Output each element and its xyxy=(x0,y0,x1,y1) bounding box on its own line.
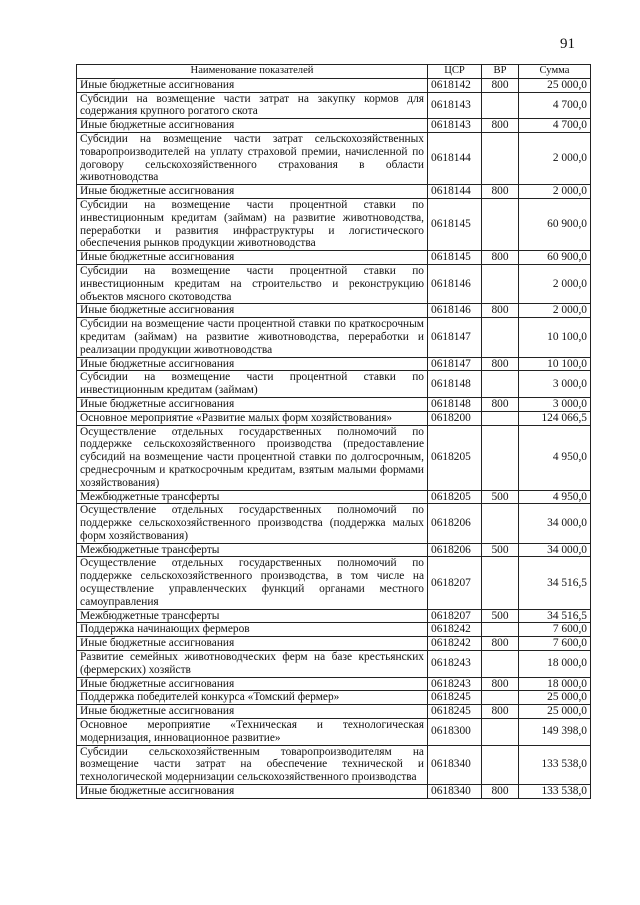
cell-sum: 2 000,0 xyxy=(519,264,591,303)
cell-name: Иные бюджетные ассигнования xyxy=(77,119,428,133)
cell-name: Иные бюджетные ассигнования xyxy=(77,251,428,265)
table-row xyxy=(77,745,591,784)
budget-table xyxy=(76,64,591,799)
table-row xyxy=(77,719,591,746)
table-row xyxy=(77,304,591,318)
cell-name: Иные бюджетные ассигнования xyxy=(77,304,428,318)
cell-sum: 3 000,0 xyxy=(519,371,591,398)
cell-csr: 0618205 xyxy=(428,425,482,490)
cell-name: Субсидии на возмещение части процентной ставки по инвестиционным кредитам (займам) xyxy=(77,371,428,398)
cell-sum: 3 000,0 xyxy=(519,397,591,411)
table-row xyxy=(77,185,591,199)
header-csr: ЦСР xyxy=(428,65,482,79)
cell-vr: 800 xyxy=(482,677,519,691)
table-row xyxy=(77,198,591,250)
cell-vr xyxy=(482,557,519,609)
table-row xyxy=(77,92,591,119)
cell-sum: 18 000,0 xyxy=(519,651,591,678)
cell-csr: 0618340 xyxy=(428,745,482,784)
cell-name: Иные бюджетные ассигнования xyxy=(77,78,428,92)
cell-vr xyxy=(482,425,519,490)
cell-sum: 25 000,0 xyxy=(519,78,591,92)
cell-vr xyxy=(482,92,519,119)
page-number: 91 xyxy=(560,36,575,52)
cell-name: Осуществление отдельных государственных полномочий по поддержке сельскохозяйственного производства (предоставление субсидий на возмещение части процентной ставки по долгосрочным, среднесрочным и краткосрочным кредитам, взятым малыми формами хозяйствования) xyxy=(77,425,428,490)
cell-csr: 0618200 xyxy=(428,411,482,425)
cell-sum: 34 516,5 xyxy=(519,557,591,609)
cell-sum: 133 538,0 xyxy=(519,745,591,784)
cell-vr xyxy=(482,411,519,425)
cell-vr xyxy=(482,719,519,746)
cell-vr: 800 xyxy=(482,185,519,199)
cell-sum: 60 900,0 xyxy=(519,198,591,250)
header-name: Наименование показателей xyxy=(77,65,428,79)
cell-vr xyxy=(482,745,519,784)
table-row xyxy=(77,251,591,265)
cell-name: Иные бюджетные ассигнования xyxy=(77,705,428,719)
cell-csr: 0618147 xyxy=(428,357,482,371)
table-row xyxy=(77,78,591,92)
table-row xyxy=(77,691,591,705)
cell-csr: 0618206 xyxy=(428,504,482,543)
cell-vr: 500 xyxy=(482,490,519,504)
cell-sum: 34 516,5 xyxy=(519,609,591,623)
cell-name: Иные бюджетные ассигнования xyxy=(77,785,428,799)
cell-name: Иные бюджетные ассигнования xyxy=(77,185,428,199)
cell-name: Поддержка начинающих фермеров xyxy=(77,623,428,637)
cell-sum: 2 000,0 xyxy=(519,185,591,199)
cell-csr: 0618243 xyxy=(428,651,482,678)
table-header-row xyxy=(77,65,591,79)
cell-vr xyxy=(482,132,519,184)
cell-csr: 0618207 xyxy=(428,609,482,623)
cell-sum: 60 900,0 xyxy=(519,251,591,265)
cell-name: Субсидии на возмещение части процентной ставки по инвестиционным кредитам на строительство и реконструкцию объектов мясного скотоводства xyxy=(77,264,428,303)
cell-sum: 4 700,0 xyxy=(519,119,591,133)
cell-vr: 800 xyxy=(482,304,519,318)
cell-vr xyxy=(482,264,519,303)
table-row xyxy=(77,119,591,133)
cell-sum: 25 000,0 xyxy=(519,691,591,705)
table-row xyxy=(77,397,591,411)
header-vr: ВР xyxy=(482,65,519,79)
table-row xyxy=(77,651,591,678)
table-row xyxy=(77,785,591,799)
table-row xyxy=(77,623,591,637)
cell-sum: 7 600,0 xyxy=(519,623,591,637)
table-row xyxy=(77,425,591,490)
cell-sum: 34 000,0 xyxy=(519,504,591,543)
cell-name: Иные бюджетные ассигнования xyxy=(77,357,428,371)
cell-csr: 0618245 xyxy=(428,705,482,719)
cell-name: Основное мероприятие «Техническая и технологическая модернизация, инновационное развитие» xyxy=(77,719,428,746)
cell-csr: 0618242 xyxy=(428,623,482,637)
cell-name: Поддержка победителей конкурса «Томский фермер» xyxy=(77,691,428,705)
cell-name: Межбюджетные трансферты xyxy=(77,490,428,504)
cell-name: Субсидии на возмещение части процентной ставки по инвестиционным кредитам (займам) на развитие животноводства, переработки и развития инфраструктуры и логистического обеспечения рынков продукции животноводства xyxy=(77,198,428,250)
cell-csr: 0618207 xyxy=(428,557,482,609)
cell-sum: 4 950,0 xyxy=(519,490,591,504)
cell-csr: 0618147 xyxy=(428,318,482,357)
cell-csr: 0618245 xyxy=(428,691,482,705)
cell-vr: 800 xyxy=(482,705,519,719)
cell-csr: 0618148 xyxy=(428,371,482,398)
cell-csr: 0618148 xyxy=(428,397,482,411)
cell-sum: 18 000,0 xyxy=(519,677,591,691)
cell-name: Иные бюджетные ассигнования xyxy=(77,637,428,651)
cell-vr: 800 xyxy=(482,637,519,651)
cell-csr: 0618243 xyxy=(428,677,482,691)
cell-name: Осуществление отдельных государственных полномочий по поддержке сельскохозяйственного производства (поддержка малых форм хозяйствования) xyxy=(77,504,428,543)
cell-sum: 10 100,0 xyxy=(519,318,591,357)
cell-sum: 4 700,0 xyxy=(519,92,591,119)
cell-name: Субсидии на возмещение части процентной ставки по краткосрочным кредитам (займам) на развитие животноводства, переработки и реализации продукции животноводства xyxy=(77,318,428,357)
cell-sum: 133 538,0 xyxy=(519,785,591,799)
cell-sum: 4 950,0 xyxy=(519,425,591,490)
cell-name: Субсидии на возмещение части затрат на закупку кормов для содержания крупного рогатого скота xyxy=(77,92,428,119)
table-row xyxy=(77,411,591,425)
cell-csr: 0618143 xyxy=(428,119,482,133)
cell-sum: 10 100,0 xyxy=(519,357,591,371)
header-sum: Сумма xyxy=(519,65,591,79)
cell-vr xyxy=(482,691,519,705)
cell-name: Иные бюджетные ассигнования xyxy=(77,677,428,691)
cell-vr: 800 xyxy=(482,78,519,92)
cell-vr xyxy=(482,198,519,250)
cell-sum: 124 066,5 xyxy=(519,411,591,425)
cell-sum: 2 000,0 xyxy=(519,304,591,318)
cell-sum: 2 000,0 xyxy=(519,132,591,184)
cell-name: Осуществление отдельных государственных полномочий по поддержке сельскохозяйственного производства, в том числе на осуществление управленческих функций органами местного самоуправления xyxy=(77,557,428,609)
cell-csr: 0618144 xyxy=(428,132,482,184)
cell-name: Иные бюджетные ассигнования xyxy=(77,397,428,411)
table-row xyxy=(77,609,591,623)
cell-name: Развитие семейных животноводческих ферм на базе крестьянских (фермерских) хозяйств xyxy=(77,651,428,678)
table-row xyxy=(77,543,591,557)
table-row xyxy=(77,557,591,609)
table-row xyxy=(77,490,591,504)
table-row xyxy=(77,357,591,371)
cell-csr: 0618143 xyxy=(428,92,482,119)
cell-sum: 7 600,0 xyxy=(519,637,591,651)
cell-vr xyxy=(482,318,519,357)
cell-csr: 0618205 xyxy=(428,490,482,504)
cell-csr: 0618206 xyxy=(428,543,482,557)
cell-csr: 0618145 xyxy=(428,198,482,250)
cell-name: Основное мероприятие «Развитие малых форм хозяйствования» xyxy=(77,411,428,425)
table-row xyxy=(77,132,591,184)
cell-csr: 0618242 xyxy=(428,637,482,651)
cell-vr: 800 xyxy=(482,251,519,265)
cell-vr: 500 xyxy=(482,543,519,557)
cell-csr: 0618146 xyxy=(428,304,482,318)
table-row xyxy=(77,264,591,303)
cell-vr xyxy=(482,504,519,543)
cell-vr: 800 xyxy=(482,357,519,371)
cell-vr: 800 xyxy=(482,785,519,799)
table-row xyxy=(77,637,591,651)
cell-vr xyxy=(482,371,519,398)
cell-vr: 500 xyxy=(482,609,519,623)
cell-csr: 0618145 xyxy=(428,251,482,265)
table-row xyxy=(77,504,591,543)
cell-vr: 800 xyxy=(482,119,519,133)
cell-csr: 0618142 xyxy=(428,78,482,92)
cell-csr: 0618144 xyxy=(428,185,482,199)
cell-sum: 149 398,0 xyxy=(519,719,591,746)
cell-vr xyxy=(482,623,519,637)
cell-name: Межбюджетные трансферты xyxy=(77,543,428,557)
cell-vr: 800 xyxy=(482,397,519,411)
cell-sum: 25 000,0 xyxy=(519,705,591,719)
cell-name: Субсидии сельскохозяйственным товаропроизводителям на возмещение части затрат на обеспечение технической и технологической модернизации сельскохозяйственного производства xyxy=(77,745,428,784)
table-row xyxy=(77,318,591,357)
table-row xyxy=(77,371,591,398)
cell-name: Межбюджетные трансферты xyxy=(77,609,428,623)
cell-vr xyxy=(482,651,519,678)
table-row xyxy=(77,677,591,691)
table-row xyxy=(77,705,591,719)
cell-name: Субсидии на возмещение части затрат сельскохозяйственных товаропроизводителей на уплату страховой премии, начисленной по договору сельскохозяйственного страхования в области животноводства xyxy=(77,132,428,184)
cell-sum: 34 000,0 xyxy=(519,543,591,557)
cell-csr: 0618340 xyxy=(428,785,482,799)
cell-csr: 0618300 xyxy=(428,719,482,746)
cell-csr: 0618146 xyxy=(428,264,482,303)
